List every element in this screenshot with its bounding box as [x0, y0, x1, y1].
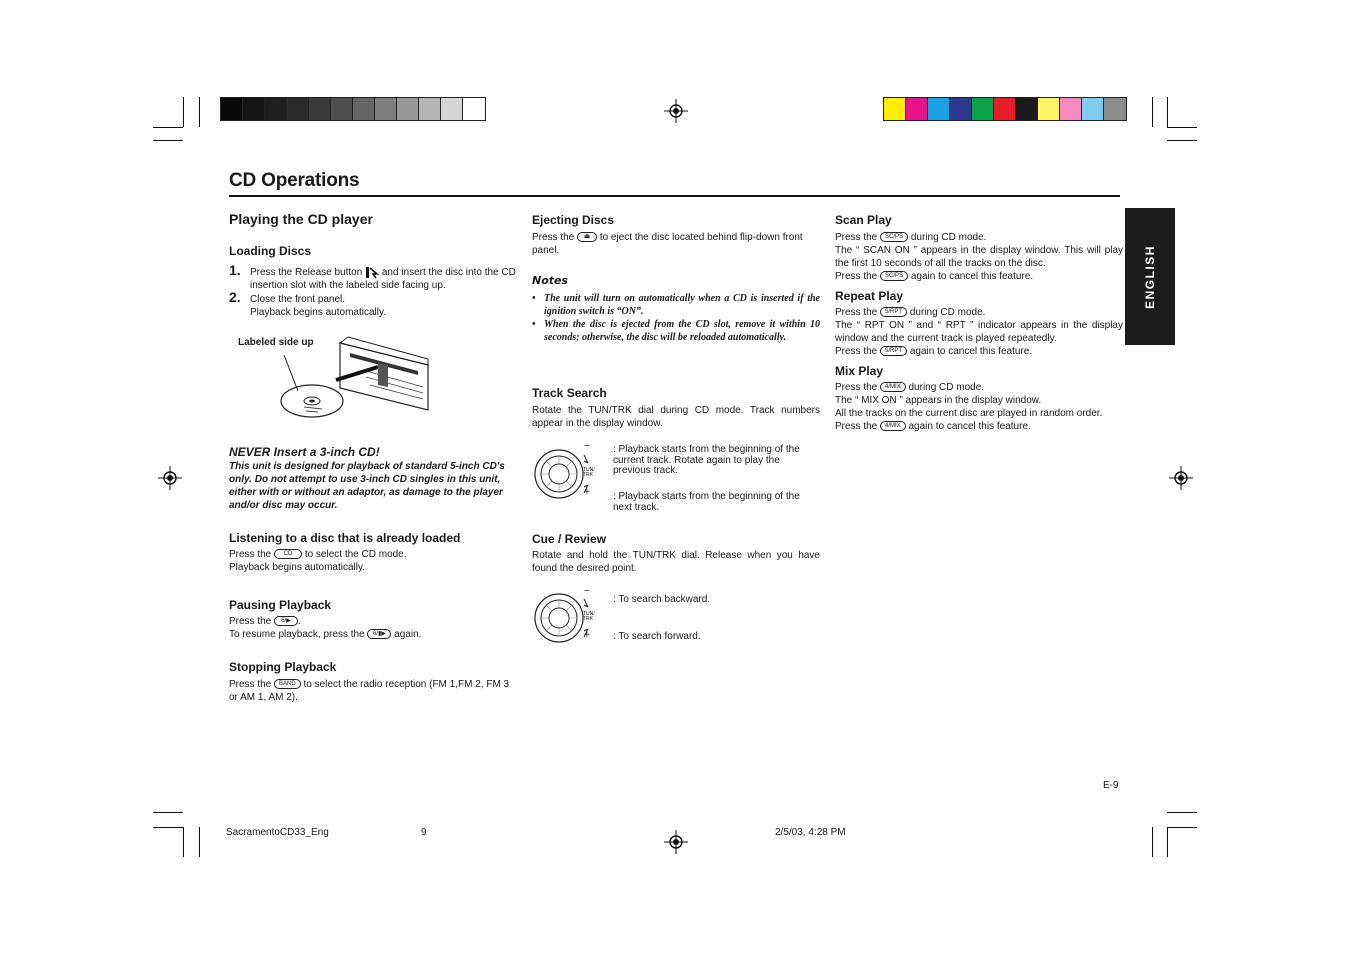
color-swatch [1082, 98, 1104, 120]
figure-label: Labeled side up [238, 337, 314, 348]
minus-label: − [584, 586, 590, 597]
language-tab-label: ENGLISH [1143, 244, 1157, 309]
color-swatch [972, 98, 994, 120]
process-color-bar [883, 97, 1127, 121]
text-fragment: to select the CD mode. [304, 549, 407, 560]
scan-button[interactable]: SC/PS [880, 232, 908, 242]
color-swatch [243, 98, 265, 120]
color-swatch [221, 98, 243, 120]
color-swatch [1038, 98, 1060, 120]
step-text: Press the Release button [250, 267, 363, 279]
color-swatch [331, 98, 353, 120]
text-fragment: during CD mode. [908, 382, 985, 393]
warning-text: This unit is designed for playback of standard 5-inch CD's only. Do not attempt to use 3-inch CD singles in this unit, either with or without an adaptor, as damage to the player and/or disc may occur. [229, 461, 505, 511]
plus-label: + [584, 487, 590, 498]
text-fragment: Press the [835, 271, 878, 282]
note-text: The unit will turn on automatically when a CD is inserted if the ignition switch is “ON”. [544, 293, 820, 317]
step-number: 1. [229, 262, 241, 278]
ejecting-heading: Ejecting Discs [532, 213, 615, 227]
pause-play-button[interactable]: 6/▮▶ [367, 629, 391, 639]
mix-button[interactable]: 4/MIX [880, 421, 906, 431]
registration-mark-icon [1169, 466, 1193, 490]
disc-insertion-illustration [278, 335, 448, 420]
footer-file: SacramentoCD33_Eng [226, 827, 329, 838]
color-swatch [994, 98, 1016, 120]
text-fragment: during CD mode. [910, 232, 987, 243]
repeat-button[interactable]: 5/RPT [880, 346, 907, 356]
color-swatch [1016, 98, 1038, 120]
notes-list [532, 292, 820, 344]
scan-text [835, 231, 1123, 283]
stopping-text [229, 678, 517, 704]
pause-play-button[interactable]: 6/▶ [274, 616, 298, 626]
note-text: When the disc is ejected from the CD slot, remove it within 10 seconds; otherwise, the disc will be reloaded automatically. [544, 319, 820, 343]
tun-trk-dial[interactable] [532, 441, 602, 501]
text-fragment: Press the [229, 616, 272, 627]
text-fragment: Playback begins automatically. [229, 562, 365, 573]
color-swatch [375, 98, 397, 120]
track-minus-desc: : Playback starts from the beginning of the current track. Rotate again to play the previous track. [613, 444, 800, 476]
plus-label: + [584, 630, 590, 641]
text-fragment: Press the [835, 232, 878, 243]
text-fragment: Press the [835, 382, 878, 393]
text-fragment: to select the radio reception (FM 1,FM 2, FM 3 or AM 1, AM 2). [229, 679, 510, 703]
dial-label: TUN/TRK [583, 611, 595, 622]
page-number: E-9 [1103, 780, 1119, 791]
repeat-heading: Repeat Play [835, 289, 904, 303]
track-search-text: Rotate the TUN/TRK dial during CD mode. Track numbers appear in the display window. [532, 405, 820, 429]
stopping-heading: Stopping Playback [229, 660, 337, 674]
color-swatch [463, 98, 485, 120]
dial-label: TUN/TRK [583, 467, 595, 478]
color-swatch [906, 98, 928, 120]
title-rule [229, 195, 1120, 197]
registration-mark-icon [664, 830, 688, 854]
repeat-button[interactable]: 5/RPT [880, 307, 907, 317]
text-fragment: The “ MIX ON ” appears in the display window. [835, 395, 1042, 406]
color-swatch [265, 98, 287, 120]
text-fragment: Press the [229, 679, 272, 690]
scan-heading: Scan Play [835, 213, 892, 227]
color-swatch [884, 98, 906, 120]
language-tab [1125, 208, 1175, 345]
color-swatch [1060, 98, 1082, 120]
text-fragment: Press the [532, 232, 575, 243]
loading-step-1 [250, 266, 517, 292]
footer-date: 2/5/03, 4:28 PM [775, 827, 846, 838]
text-fragment: To resume playback, press the [229, 629, 365, 640]
section-title: Playing the CD player [229, 211, 373, 227]
color-swatch [309, 98, 331, 120]
text-fragment: Press the [835, 421, 878, 432]
eject-button[interactable]: ⏏ [577, 232, 597, 242]
text-fragment: Press the [835, 346, 878, 357]
registration-mark-icon [664, 99, 688, 123]
page-title: CD Operations [229, 170, 360, 191]
registration-mark-icon [158, 466, 182, 490]
text-fragment: again. [394, 629, 422, 640]
text-fragment: . [298, 616, 301, 627]
loading-heading: Loading Discs [229, 244, 312, 258]
text-fragment: The “ SCAN ON ” appears in the display window. This will play the first 10 seconds of all the tracks on the disc. [835, 245, 1123, 269]
minus-label: − [584, 441, 590, 452]
cue-minus-desc: : To search backward. [613, 594, 711, 605]
text-fragment: Press the [835, 307, 878, 318]
text-fragment: Press the [229, 549, 272, 560]
cue-text: Rotate and hold the TUN/TRK dial. Release when you have found the desired point. [532, 550, 820, 574]
band-button[interactable]: BAND [274, 679, 301, 689]
color-swatch [928, 98, 950, 120]
color-swatch [353, 98, 375, 120]
release-button-icon [365, 266, 379, 279]
mix-text [835, 381, 1123, 433]
bullet: • [532, 319, 536, 330]
text-fragment: during CD mode. [909, 307, 986, 318]
note-item [532, 318, 820, 344]
grayscale-color-bar [220, 97, 486, 121]
step-number: 2. [229, 289, 241, 305]
note-item [532, 292, 820, 318]
cd-button[interactable]: CD [274, 549, 302, 559]
color-swatch [950, 98, 972, 120]
footer-page: 9 [421, 827, 427, 838]
color-swatch [397, 98, 419, 120]
pausing-heading: Pausing Playback [229, 598, 332, 612]
mix-heading: Mix Play [835, 364, 884, 378]
loading-step-2 [250, 293, 517, 319]
step-text: and insert the disc into the CD insertion slot with the labeled side facing up. [250, 267, 516, 292]
track-search-heading: Track Search [532, 386, 607, 400]
color-swatch [419, 98, 441, 120]
text-fragment: All the tracks on the current disc are played in random order. [835, 408, 1103, 419]
bullet: • [532, 293, 536, 304]
color-swatch [441, 98, 463, 120]
ejecting-text [532, 231, 820, 257]
step-text: Close the front panel. [250, 294, 346, 305]
cue-plus-desc: : To search forward. [613, 631, 701, 642]
track-plus-desc: : Playback starts from the beginning of the next track. [613, 491, 800, 513]
repeat-text [835, 306, 1123, 358]
text-fragment: again to cancel this feature. [909, 346, 1033, 357]
notes-heading: Notes [532, 274, 569, 287]
text-fragment: again to cancel this feature. [910, 271, 1034, 282]
mix-button[interactable]: 4/MIX [880, 382, 906, 392]
color-swatch [1104, 98, 1126, 120]
text-fragment: The “ RPT ON ” and “ RPT ” indicator appears in the display window and the current track is played repeatedly. [835, 320, 1123, 344]
listening-text [229, 548, 517, 574]
step-text: Playback begins automatically. [250, 307, 386, 318]
warning-heading: NEVER Insert a 3-inch CD! [229, 445, 380, 459]
text-fragment: again to cancel this feature. [908, 421, 1031, 432]
pausing-text [229, 615, 517, 641]
cue-heading: Cue / Review [532, 532, 607, 546]
listening-heading: Listening to a disc that is already loaded [229, 531, 461, 545]
text-fragment: to eject the disc located behind flip-down front panel. [532, 232, 803, 256]
tun-trk-dial[interactable] [532, 586, 602, 646]
color-swatch [287, 98, 309, 120]
scan-button[interactable]: SC/PS [880, 271, 908, 281]
